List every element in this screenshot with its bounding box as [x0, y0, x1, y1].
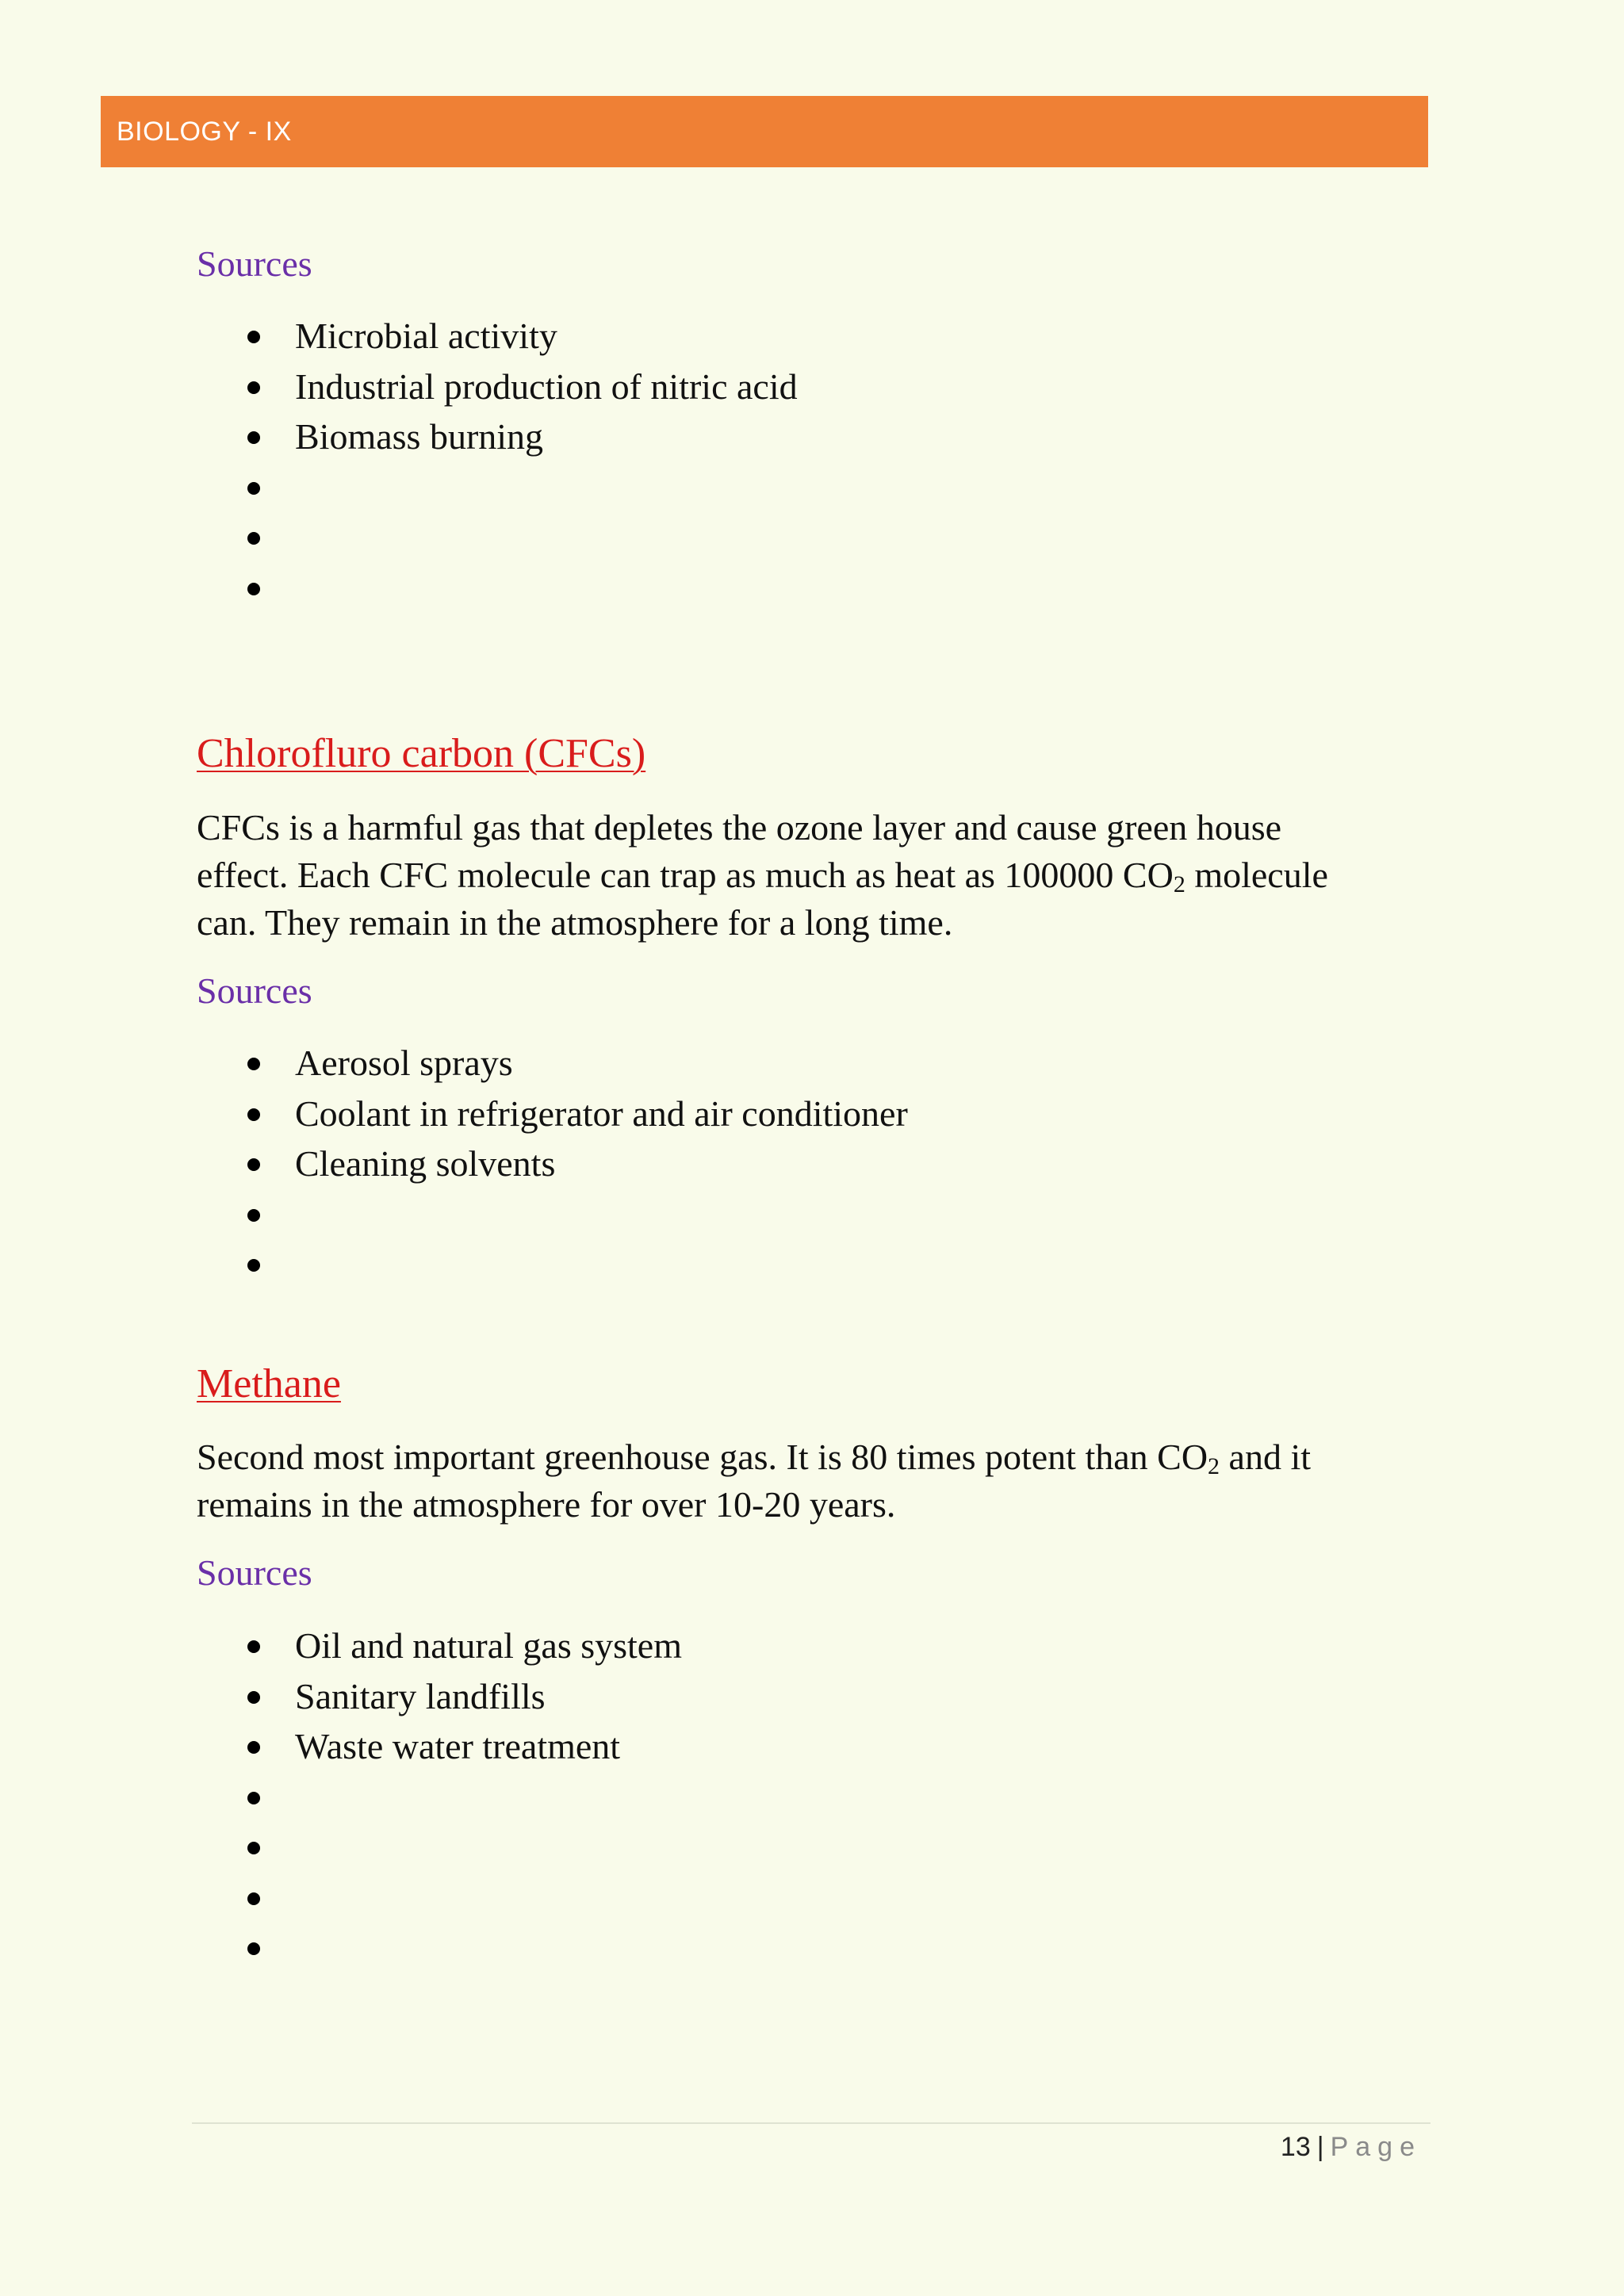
list-item: Microbial activity: [197, 311, 798, 362]
bullet-icon: [247, 482, 260, 495]
bullet-icon: [247, 583, 260, 595]
page-footer: [1281, 2130, 1422, 2164]
sources-list: [197, 1038, 908, 1290]
list-item: Cleaning solvents: [197, 1138, 908, 1189]
bullet-icon: [247, 1158, 260, 1171]
bullet-icon: [247, 1058, 260, 1070]
bullet-icon: [247, 331, 260, 343]
list-item: [197, 1772, 682, 1823]
list-item: Aerosol sprays: [197, 1038, 908, 1089]
bullet-icon: [247, 1892, 260, 1905]
bullet-icon: [247, 381, 260, 394]
list-item: Industrial production of nitric acid: [197, 362, 798, 412]
list-item: [197, 1189, 908, 1240]
paragraph-line: can. They remain in the atmosphere for a long time.: [197, 902, 953, 943]
list-item: [197, 462, 798, 513]
bullet-icon: [247, 1691, 260, 1704]
paragraph-line: effect. Each CFC molecule can trap as much as heat as 100000 $CO_2$ molecule: [197, 855, 1328, 897]
bullet-icon: [247, 1259, 260, 1272]
paragraph-line: Second most important greenhouse gas. It is 80 times potent than $CO_2$ and it: [197, 1437, 1312, 1479]
page-label: Page: [1330, 2132, 1422, 2162]
paragraph-line: CFCs is a harmful gas that depletes the ozone layer and cause green house: [197, 807, 1282, 848]
list-item: [197, 1923, 682, 1973]
bullet-icon: [247, 1640, 260, 1653]
bullet-icon: [247, 1741, 260, 1754]
methane-paragraph: [197, 1433, 1410, 1529]
header-title: BIOLOGY - IX: [117, 117, 292, 147]
bullet-icon: [247, 1209, 260, 1222]
sources-list: [197, 311, 798, 613]
bullet-icon: [247, 532, 260, 545]
footer-separator: |: [1316, 2132, 1324, 2162]
section-heading-methane: Methane: [197, 1361, 341, 1406]
list-item: [197, 1239, 908, 1290]
sources-list: [197, 1621, 682, 1973]
sources-label: Sources: [197, 970, 312, 1011]
bullet-icon: [247, 1108, 260, 1121]
section-heading-cfcs: Chlorofluro carbon (CFCs): [197, 731, 646, 776]
bullet-icon: [247, 1792, 260, 1804]
bullet-icon: [247, 1842, 260, 1854]
list-item: Waste water treatment: [197, 1721, 682, 1772]
bullet-icon: [247, 1942, 260, 1955]
page-number: 13: [1280, 2132, 1311, 2162]
footer-divider: [192, 2122, 1431, 2124]
list-item: [197, 512, 798, 563]
header-band: [101, 96, 1428, 167]
list-item: Oil and natural gas system: [197, 1621, 682, 1671]
list-item: Biomass burning: [197, 411, 798, 462]
bullet-icon: [247, 431, 260, 444]
paragraph-line: remains in the atmosphere for over 10-20 years.: [197, 1484, 896, 1525]
list-item: [197, 563, 798, 614]
sources-label: Sources: [197, 243, 312, 284]
sources-label: Sources: [197, 1552, 312, 1593]
list-item: [197, 1822, 682, 1873]
list-item: Sanitary landfills: [197, 1671, 682, 1722]
list-item: [197, 1873, 682, 1923]
list-item: Coolant in refrigerator and air conditioner: [197, 1089, 908, 1139]
cfc-paragraph: [197, 804, 1410, 947]
